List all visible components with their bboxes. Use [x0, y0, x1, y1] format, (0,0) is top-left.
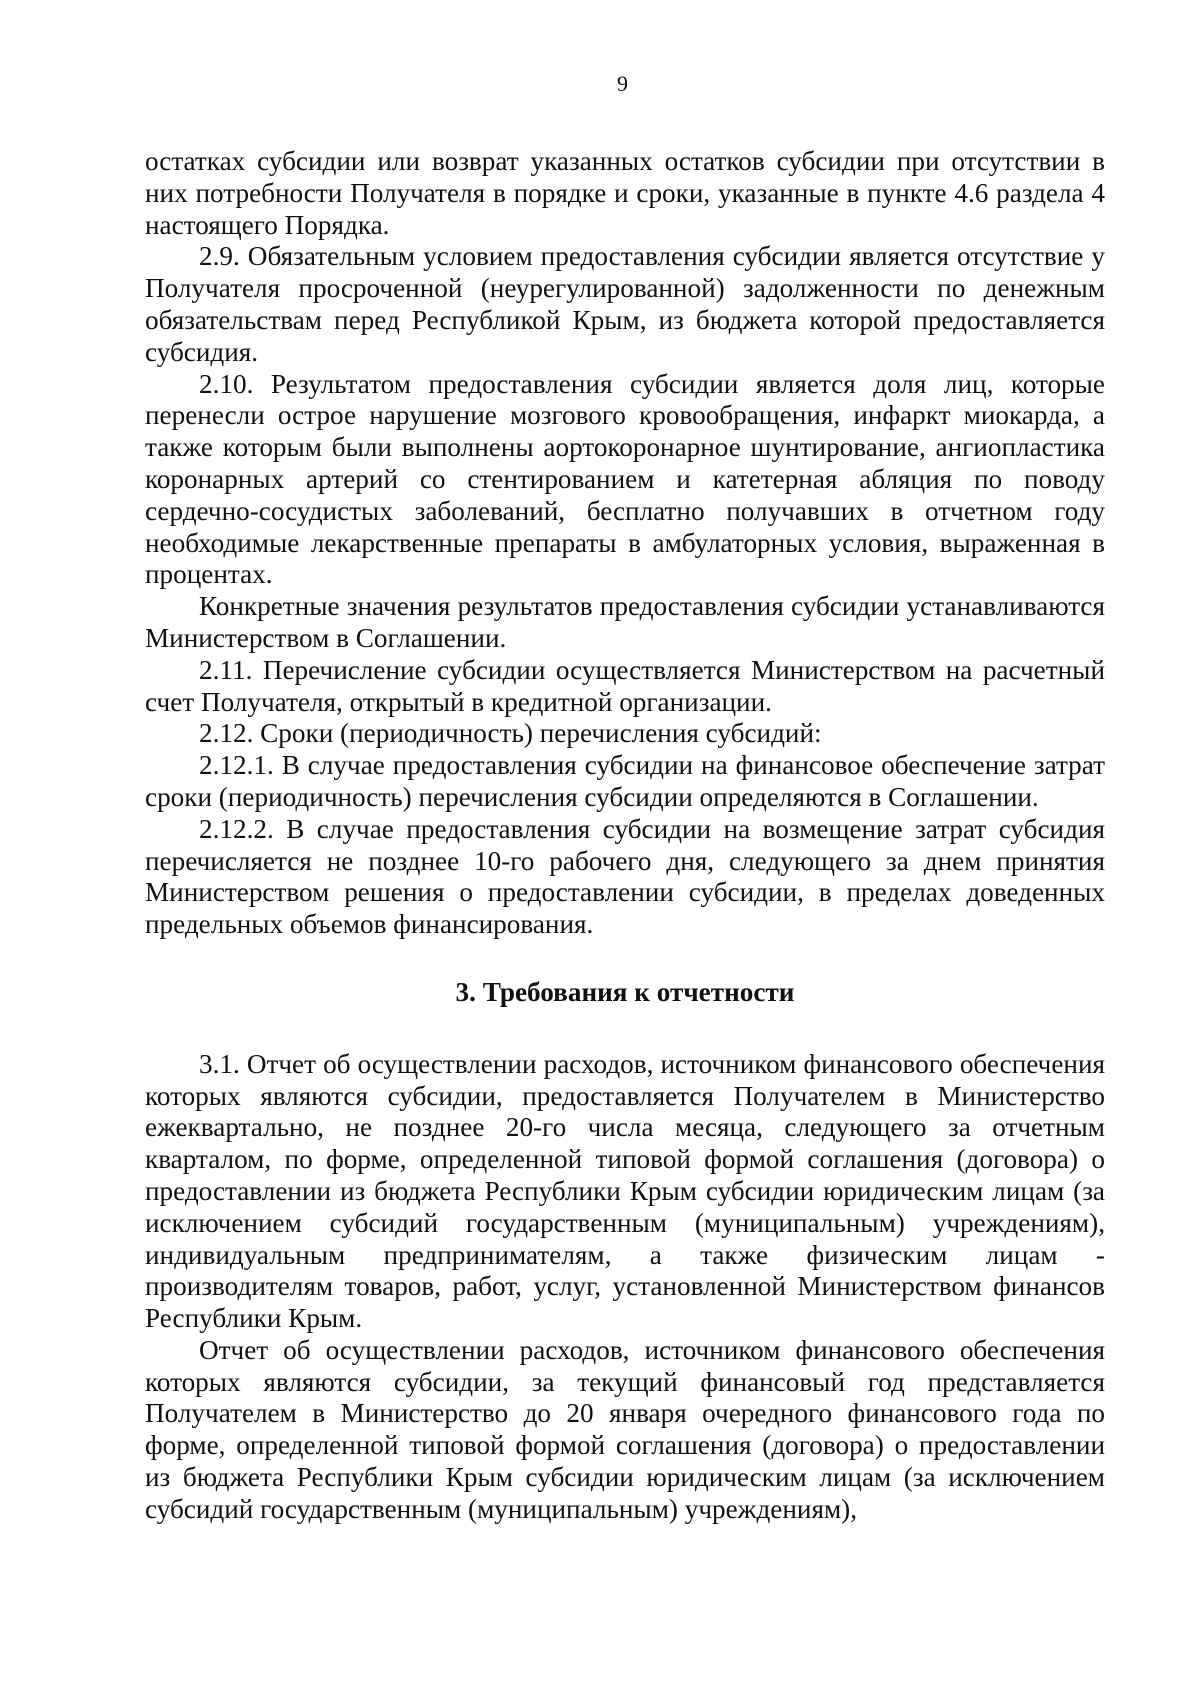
paragraph-2-10: 2.10. Результатом предоставления субсидии является доля лиц, которые перенесли острое нарушение мозгового кровообращения, инфаркт миокарда, а также которым были выполнены аортокоронарное шунтирование, ангиопластика коронарных артерий со стентированием и катетерная абляция по поводу сердечно-сосудистых заболеваний, бесплатно получавших в отчетном году необходимые лекарственные препараты в амбулаторных условия, выраженная в процентах.	[145, 368, 1105, 590]
section-heading: 3. Требования к отчетности	[455, 976, 795, 1007]
paragraph-annual-report: Отчет об осуществлении расходов, источником финансового обеспечения которых являются субсидии, за текущий финансовый год представляется Получателем в Министерство до 20 января очередного финансового года по форме, определенной типовой формой соглашения (договора) о предоставлении из бюджета Республики Крым субсидии юридическим лицам (за исключением субсидий государственным (муниципальным) учреждениям),	[145, 1334, 1105, 1524]
paragraph-2-12-2: 2.12.2. В случае предоставления субсидии на возмещение затрат субсидия перечисляется не позднее 10-го рабочего дня, следующего за днем принятия Министерством решения о предоставлении субсидии, в пределах доведенных предельных объемов финансирования.	[145, 813, 1105, 940]
paragraph-result-values: Конкретные значения результатов предоставления субсидии устанавливаются Министерством в Соглашении.	[145, 591, 1105, 653]
page-number: 9	[617, 71, 628, 96]
paragraph-2-12: 2.12. Сроки (периодичность) перечисления субсидий:	[199, 718, 822, 749]
paragraph-2-11: 2.11. Перечисление субсидии осуществляется Министерством на расчетный счет Получателя, открытый в кредитной организации.	[145, 654, 1105, 717]
paragraph-3-1: 3.1. Отчет об осуществлении расходов, источником финансового обеспечения которых являются субсидии, предоставляется Получателем в Министерство ежеквартально, не позднее 20-го числа месяца, следующего за отчетным кварталом, по форме, определенной типовой формой соглашения (договора) о предоставлении из бюджета Республики Крым субсидии юридическим лицам (за исключением субсидий государственным (муниципальным) учреждениям), индивидуальным предпринимателям, а также физическим лицам - производителям товаров, работ, услуг, установленной Министерством финансов Республики Крым.	[145, 1048, 1105, 1334]
spacer	[145, 1009, 1105, 1049]
paragraph-2-12-1: 2.12.1. В случае предоставления субсидии на финансовое обеспечение затрат сроки (периодичность) перечисления субсидии определяются в Соглашении.	[145, 750, 1105, 812]
paragraph-continuation: остатках субсидии или возврат указанных остатков субсидии при отсутствии в них потребности Получателя в порядке и сроки, указанные в пункте 4.6 раздела 4 настоящего Порядка.	[145, 146, 1105, 240]
paragraph-2-9: 2.9. Обязательным условием предоставления субсидии является отсутствие у Получателя просроченной (неурегулированной) задолженности по денежным обязательствам перед Республикой Крым, из бюджета которой предоставляется субсидия.	[145, 241, 1105, 367]
spacer	[145, 941, 1105, 977]
document-body	[145, 146, 1105, 1526]
